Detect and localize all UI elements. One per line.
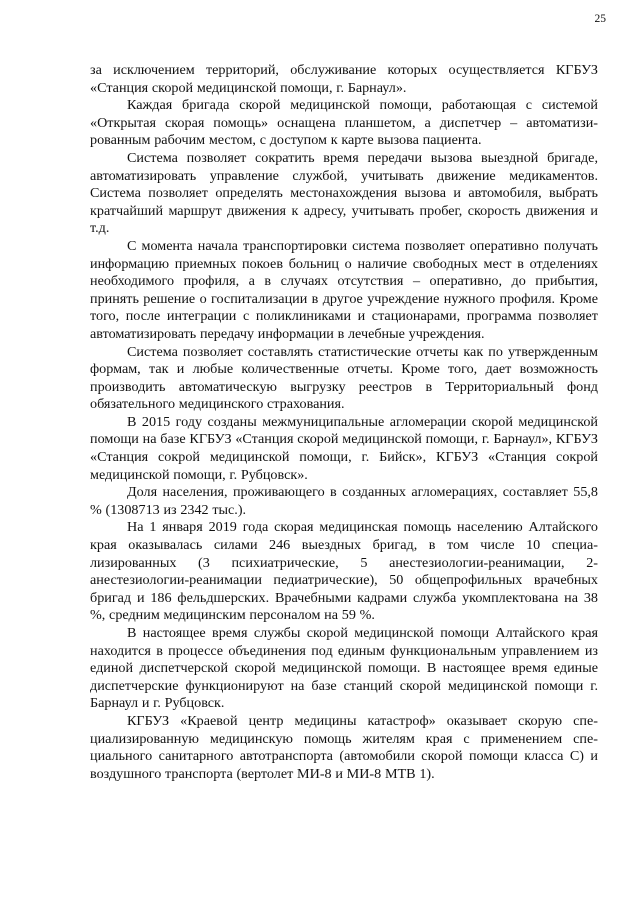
paragraph-system-capabilities: Система позволяет сократить время передачи вызова выездной бригаде, автоматизировать управление службой, учитывать движение медикаментов. Система позволяет определять местонахождения вызова и автомобиля, выбрать кратчайший маршрут движения к адресу, учитывать пробег, скорость движения и т.д. [90,149,598,237]
paragraph-transport-info: С момента начала транспортировки система позволяет оперативно получать информацию приемных покоев больниц о наличие свободных мест в отделениях необходимого профиля, а в случаях отсутствия – оперативно, до прибытия, принять решение о госпитализации в другое учреждение нужного профиля. Кроме того, после интеграции с поликлиниками и стационарами, программа позволяет автоматизировать передачу информации в лечебные учреждения. [90,237,598,342]
paragraph-population-share: Доля населения, проживающего в созданных агломерациях, составляет 55,8 % (1308713 из 2342 тыс.). [90,484,598,518]
paragraph-agglomerations: В 2015 году созданы межмуниципальные агломерации скорой медицинской помощи на базе КГБУЗ «Станция скорой медицинской помощи, г. Барнаул», КГБУЗ «Станция сокрой медицинской помощи, г. Бийск», КГБУЗ «Станция сокрой медицинской помощи, г. Рубцовск». [90,413,598,483]
paragraph-ambulance-teams: Каждая бригада скорой медицинской помощи, работающая с системой «Открытая скорая помощь» оснащена планшетом, а диспетчер – автоматизированным рабочим местом, с доступом к карте вызова пациента. [90,97,598,149]
text-body [90,62,598,783]
paragraph-teams-count: На 1 января 2019 года скорая медицинская помощь населению Алтайского края оказывалась силами 246 выездных бригад, в том числе 10 специализированных (3 психиатрические, 5 анестезиологии-реанимации, 2-анестезиологии-реанимации педиатрические), 50 общепрофильных врачебных бригад и 186 фельдшерских. Врачебными кадрами служба укомплектована на 38 %, средним медицинским персоналом на 59 %. [90,519,598,624]
paragraph-dispatch-unification: В настоящее время службы скорой медицинской помощи Алтайского края находится в процессе объединения под единым функциональным управлением из единой диспетчерской скорой медицинской помощи. В настоящее время единые диспетчерские функционируют на базе станций скорой медицинской помощи г. Барнаул и г. Рубцовск. [90,625,598,712]
paragraph-disaster-center: КГБУЗ «Краевой центр медицины катастроф» оказывает скорую специализированную медицинскую помощь жителям края с применением специального санитарного автотранспорта (автомобили скорой помощи класса С) и воздушного транспорта (вертолет МИ-8 и МИ-8 МТВ 1). [90,712,598,782]
paragraph-continuation: за исключением территорий, обслуживание которых осуществляется КГБУЗ «Станция скорой медицинской помощи, г. Барнаул». [90,62,598,96]
paragraph-statistics: Система позволяет составлять статистические отчеты как по утвержденным формам, так и любые количественные отчеты. Кроме того, дает возможность производить автоматическую выгрузку реестров в Территориальный фонд обязательного медицинского страхования. [90,343,598,413]
page-number: 25 [594,13,606,25]
